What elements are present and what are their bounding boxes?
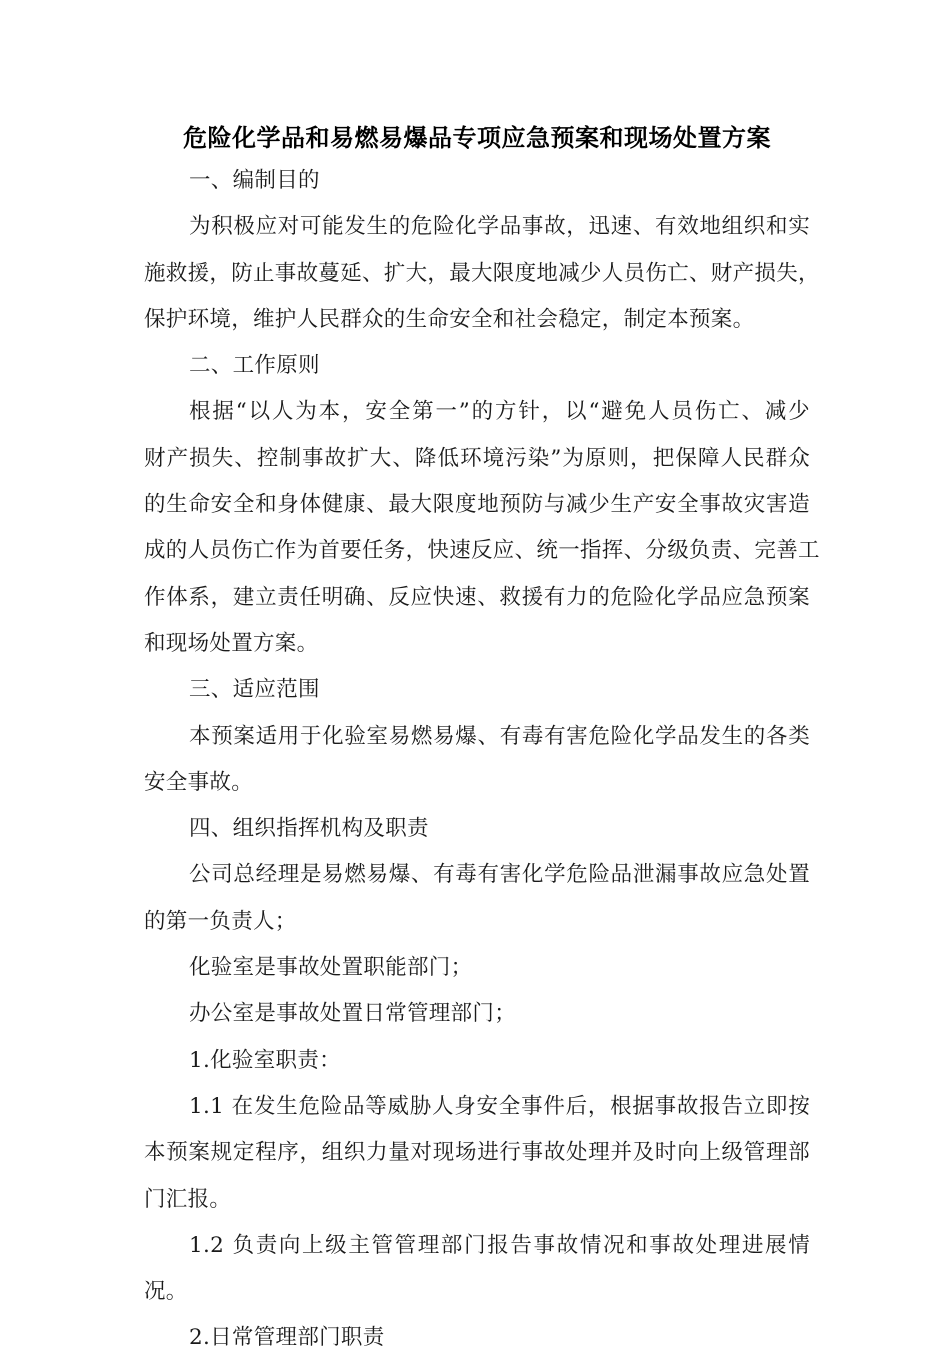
paragraph-line: 况。	[144, 1279, 188, 1305]
paragraph-line: 本预案规定程序，组织力量对现场进行事故处理并及时向上级管理部	[144, 1140, 810, 1166]
paragraph-line: 办公室是事故处置日常管理部门；	[189, 1001, 517, 1027]
paragraph-line: 成的人员伤亡作为首要任务，快速反应、统一指挥、分级负责、完善工	[144, 538, 820, 564]
section-heading: 四、组织指挥机构及职责	[189, 816, 429, 842]
paragraph-line: 门汇报。	[144, 1186, 232, 1212]
paragraph-line: 作体系，建立责任明确、反应快速、救援有力的危险化学品应急预案	[144, 584, 810, 610]
paragraph-line: 保护环境，维护人民群众的生命安全和社会稳定，制定本预案。	[144, 306, 755, 332]
paragraph-line: 的生命安全和身体健康、最大限度地预防与减少生产安全事故灾害造	[144, 492, 810, 518]
paragraph-line: 的第一负责人；	[144, 908, 297, 934]
subsection-heading: 1.化验室职责：	[189, 1047, 341, 1073]
paragraph-line: 安全事故。	[144, 769, 254, 795]
document-body	[144, 158, 820, 1362]
section-heading: 一、编制目的	[189, 168, 320, 193]
paragraph-line: 为积极应对可能发生的危险化学品事故，迅速、有效地组织和实	[189, 214, 810, 240]
section-heading: 三、适应范围	[189, 677, 320, 703]
document-page	[144, 118, 820, 1362]
paragraph-line: 化验室是事故处置职能部门；	[189, 955, 473, 981]
paragraph-line: 1.2 负责向上级主管管理部门报告事故情况和事故处理进展情	[189, 1232, 810, 1258]
paragraph-line: 根据“以人为本，安全第一”的方针，以“避免人员伤亡、减少	[189, 399, 810, 425]
section-heading: 二、工作原则	[189, 353, 320, 379]
paragraph-line: 1.1 在发生危险品等威胁人身安全事件后，根据事故报告立即按	[189, 1093, 810, 1119]
paragraph-line: 本预案适用于化验室易燃易爆、有毒有害危险化学品发生的各类	[189, 723, 810, 749]
subsection-heading: 2.日常管理部门职责	[189, 1325, 385, 1351]
document-title: 危险化学品和易燃易爆品专项应急预案和现场处置方案	[183, 124, 771, 152]
paragraph-line: 和现场处置方案。	[144, 630, 319, 656]
paragraph-line: 财产损失、控制事故扩大、降低环境污染”为原则，把保障人民群众	[144, 445, 810, 471]
paragraph-line: 施救援，防止事故蔓延、扩大，最大限度地减少人员伤亡、财产损失，	[144, 260, 820, 286]
paragraph-line: 公司总经理是易燃易爆、有毒有害化学危险品泄漏事故应急处置	[189, 862, 810, 888]
